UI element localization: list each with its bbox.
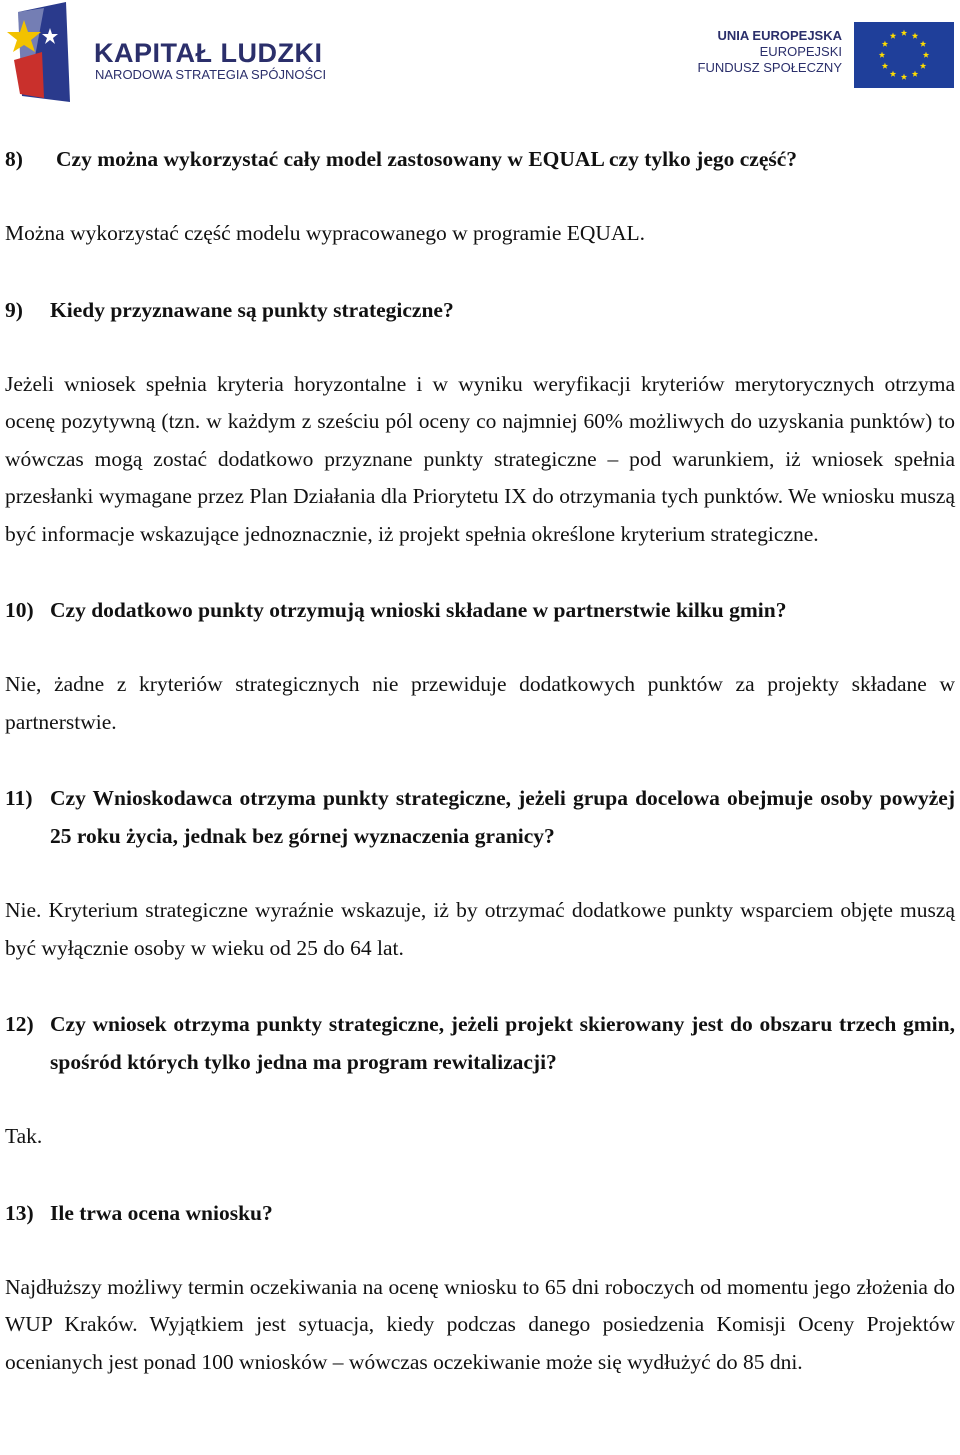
- faq-answer-10: Nie, żadne z kryteriów strategicznych nie przewiduje dodatkowych punktów za projekty składane w partnerstwie.: [5, 672, 955, 734]
- faq-answer-12: Tak.: [5, 1124, 43, 1148]
- page-header: [0, 0, 960, 110]
- faq-number: 12): [5, 1012, 34, 1036]
- faq-question-13: [5, 1194, 955, 1232]
- faq-question-text: Kiedy przyznawane są punkty strategiczne?: [50, 297, 454, 322]
- faq-number: 9): [5, 297, 23, 322]
- faq-number: 8): [5, 147, 23, 171]
- faq-answer-9: Jeżeli wniosek spełnia kryteria horyzontalne i w wyniku weryfikacji kryteriów merytorycznych otrzyma ocenę pozytywną (tzn. w każdym z sześciu pól oceny co najmniej 60% możliwych do uzyskania punktów) to wówczas mogą zostać dodatkowo przyznane punkty strategiczne – pod warunkiem, iż wniosek spełnia przesłanki wymagane przez Plan Działania dla Priorytetu IX do otrzymania tych punktów. We wniosku muszą być informacje wskazujące jednoznacznie, iż projekt spełnia określone kryterium strategiczne.: [5, 371, 955, 546]
- eu-logo: [694, 22, 954, 88]
- faq-question-text: Czy dodatkowo punkty otrzymują wnioski składane w partnerstwie kilku gmin?: [50, 598, 787, 622]
- eu-logo-line-2: EUROPEJSKI: [759, 44, 842, 59]
- faq-question-text: Czy Wnioskodawca otrzyma punkty strategiczne, jeżeli grupa docelowa obejmuje osoby powyżej 25 roku życia, jednak bez górnej wyznaczenia granicy?: [50, 786, 955, 848]
- kapital-ludzki-emblem-icon: [4, 2, 74, 106]
- faq-number: 13): [5, 1200, 34, 1225]
- faq-answer-11: Nie. Kryterium strategiczne wyraźnie wskazuje, iż by otrzymać dodatkowe punkty wsparciem objęte muszą być wyłącznie osoby w wieku od 25 do 64 lat.: [5, 898, 955, 960]
- faq-question-8: [5, 140, 955, 178]
- faq-answer-13: Najdłuższy możliwy termin oczekiwania na ocenę wniosku to 65 dni roboczych od momentu jego złożenia do WUP Kraków. Wyjątkiem jest sytuacja, kiedy podczas danego posiedzenia Komisji Oceny Projektów ocenianych jest ponad 100 wniosków – wówczas oczekiwanie może się wydłużyć do 85 dni.: [5, 1274, 955, 1374]
- faq-question-text: Ile trwa ocena wniosku?: [50, 1200, 273, 1225]
- kapital-ludzki-logo: [4, 2, 334, 106]
- faq-number: 10): [5, 598, 34, 622]
- eu-flag-icon: [854, 22, 954, 88]
- faq-question-10: [5, 591, 955, 629]
- eu-logo-line-3: FUNDUSZ SPOŁECZNY: [697, 60, 842, 75]
- kapital-ludzki-title: KAPITAŁ LUDZKI: [94, 38, 323, 68]
- eu-logo-line-1: UNIA EUROPEJSKA: [717, 28, 842, 43]
- faq-question-9: [5, 291, 955, 329]
- faq-question-11: [5, 779, 955, 855]
- faq-question-text: Czy wniosek otrzyma punkty strategiczne, jeżeli projekt skierowany jest do obszaru trzech gmin, spośród których tylko jedna ma program rewitalizacji?: [50, 1012, 955, 1074]
- eu-logo-text: [698, 28, 842, 76]
- faq-content: [5, 140, 955, 1381]
- kapital-ludzki-subtitle: NARODOWA STRATEGIA SPÓJNOŚCI: [95, 67, 327, 82]
- faq-question-12: [5, 1005, 955, 1081]
- faq-answer-8: Można wykorzystać część modelu wypracowanego w programie EQUAL.: [5, 221, 645, 245]
- faq-number: 11): [5, 786, 33, 810]
- faq-question-text: Czy można wykorzystać cały model zastosowany w EQUAL czy tylko jego część?: [56, 147, 798, 171]
